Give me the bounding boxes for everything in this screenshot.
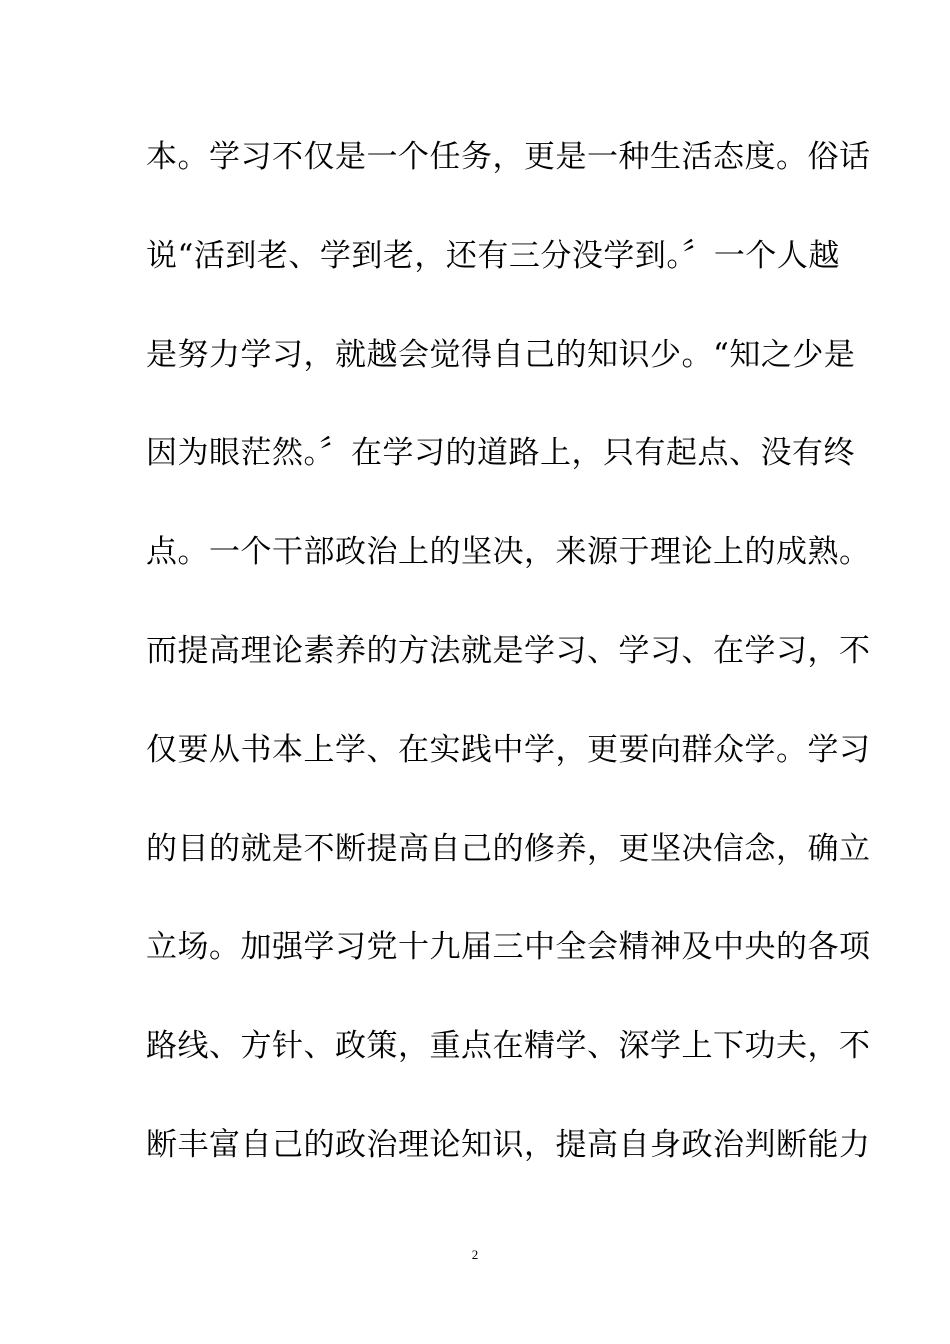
body-paragraph [146,129,871,1216]
text-line: 的目的就是不断提高自己的修养，更坚决信念，确立 [146,830,871,867]
text-line: 立场。加强学习党十九届三中全会精神及中央的各项 [146,929,871,966]
text-line: 而提高理论素养的方法就是学习、学习、在学习，不 [146,632,871,669]
text-line: 仅要从书本上学、在实践中学，更要向群众学。学习 [146,731,871,768]
text-line: 因为眼茫然。〞在学习的道路上，只有起点、没有终 [146,435,855,472]
text-line: 路线、方针、政策，重点在精学、深学上下功夫，不 [146,1028,871,1065]
text-line: 是努力学习，就越会觉得自己的知识少。“知之少是 [146,336,856,373]
text-line: 说“活到老、学到老，还有三分没学到。〞一个人越 [146,237,840,274]
text-line: 点。一个干部政治上的坚决，来源于理论上的成熟。 [146,534,871,571]
text-line: 本。学习不仅是一个任务，更是一种生活态度。俗话 [146,139,871,175]
page-number: 2 [471,1247,479,1262]
text-line: 断丰富自己的政治理论知识，提高自身政治判断能力 [146,1126,871,1163]
